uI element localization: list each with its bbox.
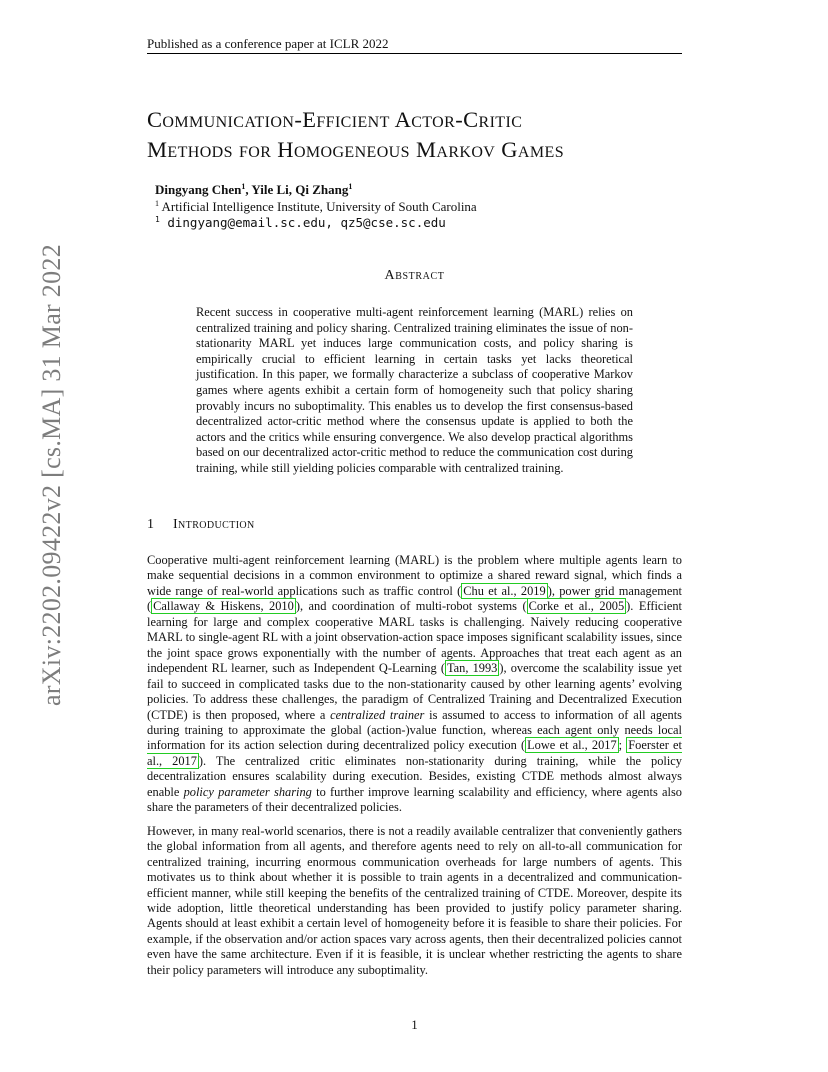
paper-title xyxy=(147,105,707,165)
intro-paragraph-1 xyxy=(147,553,682,816)
author-first: Dingyang Chen xyxy=(155,182,242,197)
text-run: ), and coordination of multi-robot systems ( xyxy=(295,599,527,614)
section-title: Introduction xyxy=(173,517,255,532)
introduction-body xyxy=(147,553,682,986)
affiliation-text: Artificial Intelligence Institute, University of South Carolina xyxy=(159,199,477,214)
citation-link[interactable]: Lowe et al., 2017 xyxy=(527,738,617,753)
section-heading-introduction xyxy=(147,517,255,533)
author-list xyxy=(155,182,352,198)
author-rest: , Yile Li, Qi Zhang xyxy=(245,182,349,197)
emails-sup: 1 xyxy=(155,215,160,224)
header-rule xyxy=(147,53,682,54)
text-run: to further improve learning scalability and efficiency, where agents also share the parameters of their decentralized policies. xyxy=(147,784,682,815)
citation-link[interactable]: Tan, 1993 xyxy=(446,661,498,676)
citation-link[interactable]: Callaway & Hiskens, 2010 xyxy=(153,599,294,614)
text-run: is assumed to access to information of all agents during training to approximate the global (action-)value function, whereas each agent only needs local information for its action selection during decentralized policy execution ( xyxy=(147,707,682,753)
text-run: Cooperative multi-agent reinforcement learning (MARL) is the problem where multiple agents learn to make sequential decisions in a common environment to optimize a shared reward signal, which finds a wide range of real-world applications such as traffic control ( xyxy=(147,553,682,598)
author-sup-2: 1 xyxy=(348,182,353,191)
citation-link[interactable]: Chu et al., 2019 xyxy=(463,583,546,598)
text-run: ), power grid management ( xyxy=(147,583,683,614)
arxiv-id: arXiv:2202.09422v2 [cs.MA] 31 Mar 2022 xyxy=(37,243,66,707)
running-header: Published as a conference paper at ICLR 2022 xyxy=(147,36,389,51)
author-sup-1: 1 xyxy=(241,182,246,191)
abstract-heading: Abstract xyxy=(384,268,445,283)
emphasis: centralized trainer xyxy=(330,707,425,722)
section-number: 1 xyxy=(147,517,154,532)
text-run: ), overcome the scalability issue yet fail to succeed in complicated tasks due to the non-stationarity caused by other learning agents’ evolving policies. To address these challenges, the paradigm of Centralized Training and Decentralized Execution (CTDE) is then proposed, where a xyxy=(147,661,683,722)
emails-text: dingyang@email.sc.edu, qz5@cse.sc.edu xyxy=(159,215,446,230)
emphasis: policy parameter sharing xyxy=(183,784,312,799)
arxiv-stamp xyxy=(32,243,72,707)
citation-link[interactable]: Corke et al., 2005 xyxy=(528,599,625,614)
affiliation xyxy=(155,199,477,215)
title-line-1: Communication-Efficient Actor-Critic xyxy=(147,107,523,132)
author-emails xyxy=(155,215,446,230)
text-run: ). Efficient learning for large and complex cooperative MARL tasks is challenging. Naively reducing cooperative MARL to single-agent RL with a joint observation-action space imposes significant scalability issues, since the joint space grows exponentially with the number of agents. Approaches that treat each agent as an independent RL learner, such as Independent Q-Learning ( xyxy=(147,599,682,676)
citation-link[interactable]: Foerster et al., 2017 xyxy=(147,738,682,768)
text-run: ). The centralized critic eliminates non-stationarity during training, while the policy decentralization ensures scalability during execution. Besides, existing CTDE methods almost always enable xyxy=(147,753,682,799)
title-line-2: Methods for Homogeneous Markov Games xyxy=(147,137,564,162)
page-number: 1 xyxy=(411,1017,418,1032)
text-run: ; xyxy=(618,738,627,753)
affiliation-sup: 1 xyxy=(155,199,159,208)
abstract-body: Recent success in cooperative multi-agent reinforcement learning (MARL) relies on centralized training and policy sharing. Centralized training eliminates the issue of non-stationarity MARL yet induces large communication costs, and policy sharing is empirically crucial to efficient learning in certain tasks yet lacks theoretical justification. In this paper, we formally characterize a subclass of cooperative Markov games where agents exhibit a certain form of homogeneity such that policy sharing provably incurs no suboptimality. This enables us to develop the first consensus-based decentralized actor-critic method where the consensus update is applied to both the actors and the critics while ensuring convergence. We also develop practical algorithms based on our decentralized actor-critic method to reduce the communication cost during training, while still yielding policies comparable with centralized training. xyxy=(196,305,633,475)
intro-paragraph-2: However, in many real-world scenarios, there is not a readily available centralizer that conveniently gathers the global information from all agents, and therefore agents need to rely on all-to-all communication for centralized training, incurring enormous communication overheads for large numbers of agents. This motivates us to think about whether it is possible to train agents in a decentralized and communication-efficient manner, while still keeping the benefits of the centralized training of CTDE. Moreover, despite its wide adoption, little theoretical understanding has been provided to justify policy parameter sharing. Agents should at least exhibit a certain level of homogeneity before it is feasible to share their policies. For example, if the observation and/or action spaces vary across agents, then their decentralized policies cannot even have the same architecture. Even if it is feasible, it is unclear whether restricting the agents to share their policy parameters will introduce any suboptimality. xyxy=(147,823,682,977)
